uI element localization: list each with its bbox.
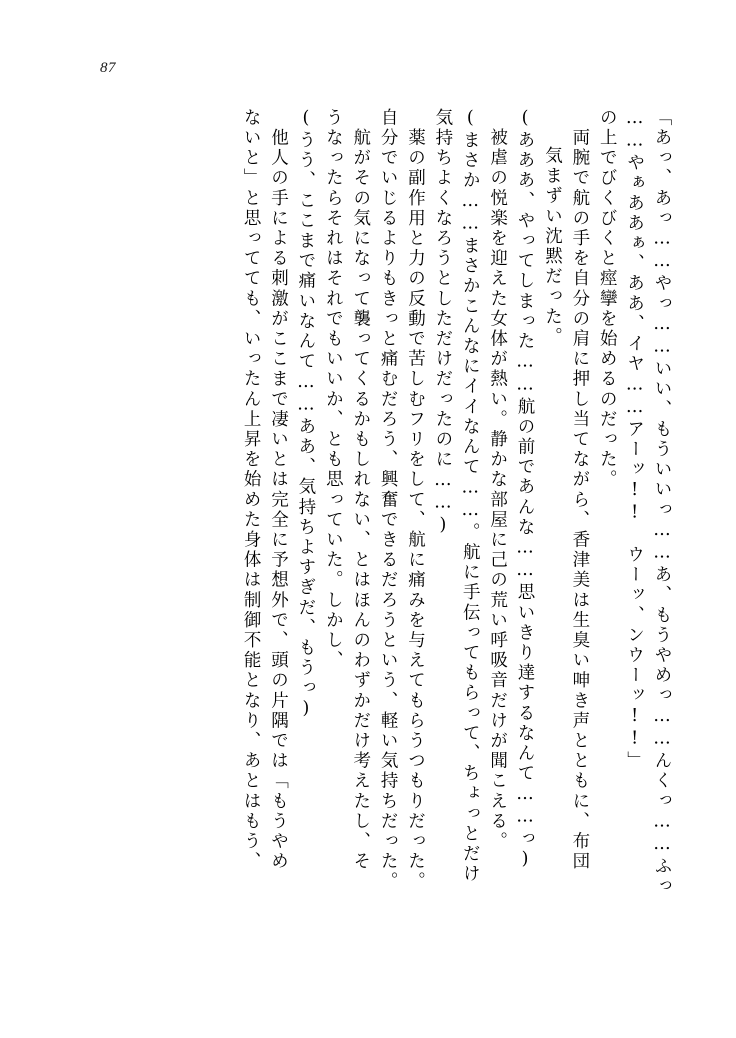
text-line: ないと」と思ってても、いったん上昇を始めた身体は制御不能となり、あとはもう、: [241, 108, 262, 872]
text-line: 自分でいじるよりもきっと痛むだろう、興奮できるだろうという、軽い気持ちだった。: [378, 108, 399, 892]
text-line: 両腕で航の手を自分の肩に押し当てながら、香津美は生臭い呻き声とともに、布団: [569, 108, 590, 872]
text-line: 被虐の悦楽を迎えた女体が熱い。静かな部屋に己の荒い呼吸音だけが聞こえる。: [487, 108, 508, 852]
text-line: 薬の副作用と力の反動で苦しむフリをして、航に痛みを与えてもらうつもりだった。: [405, 108, 426, 892]
page-number: 87: [100, 60, 116, 76]
text-line: ……やぁああぁ、ああ、イヤ……アーッ!! ウーッ、ンウーッ!!」: [624, 108, 645, 772]
text-line: (あああ、やってしまった……航の前であんな……思いきり達するなんて……っ): [515, 108, 536, 872]
text-line: の上でびくびくと痙攣を始めるのだった。: [597, 108, 618, 490]
text-line: (うう、ここまで痛いなんて……ああ、気持ちよすぎだ、もうっ): [295, 108, 316, 721]
text-line: 航がその気になって襲ってくるかもしれない、とはほんのわずかだけ考えたし、そ: [350, 108, 371, 872]
text-line: 「あっ、あっ……やっ……いい、もういいっ……あ、もうやめっ……んくっ……ふっ: [652, 108, 672, 897]
text-line: うなったらそれはそれでもいいか、とも思っていた。しかし、: [323, 108, 344, 671]
text-line: 気まずい沈黙だった。: [542, 126, 563, 348]
text-line: (まさか……まさかこんなにイイなんて……。航に手伝ってもらって、ちょっとだけ: [460, 108, 481, 885]
text-line: 気持ちよくなろうとしただけだったのに……): [432, 108, 453, 538]
text-line: 他人の手による刺激がここまで凄いとは完全に予想外で、頭の片隅では「もうやめ: [268, 108, 289, 872]
vertical-text-body: [66, 108, 670, 948]
